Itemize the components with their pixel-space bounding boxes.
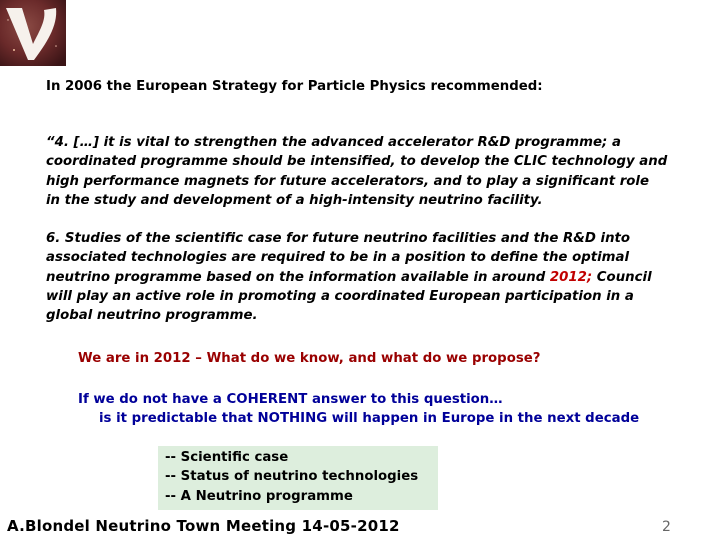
point6-line: associated technologies are required to be in a position to define the optimal [46, 250, 630, 266]
if-line: is it predictable that NOTHING will happen in Europe in the next decade [99, 411, 640, 427]
slide-number: 2 [662, 519, 671, 535]
greek-nu-logo-icon [0, 0, 66, 66]
point4-line: “4. […] it is vital to strengthen the advanced accelerator R&D programme; a [46, 135, 621, 150]
year-highlight: 2012; [549, 269, 593, 285]
bullet-list [165, 448, 418, 506]
bullet-item: -- Scientific case [165, 450, 289, 465]
bullet-item: -- Status of neutrino technologies [165, 469, 419, 485]
point6-line: global neutrino programme. [46, 308, 258, 324]
intro-heading: In 2006 the European Strategy for Particle Physics recommended: [46, 79, 543, 94]
point6-line3-start: neutrino programme based on the information available in around [46, 269, 550, 285]
point6-line3-end: Council [592, 269, 652, 285]
point4-line: high performance magnets for future accelerators, and to play a significant role [46, 173, 649, 189]
coherent-answer-question [78, 390, 639, 429]
strategy-point-6 [46, 229, 652, 325]
point6-line: 6. Studies of the scientific case for future neutrino facilities and the R&D into [46, 231, 631, 246]
point4-line: coordinated programme should be intensified, to develop the CLIC technology and [46, 154, 668, 170]
point4-line: in the study and development of a high-intensity neutrino facility. [46, 192, 543, 208]
bullet-item: -- A Neutrino programme [165, 488, 353, 504]
point6-line [46, 268, 652, 287]
point6-line: will play an active role in promoting a coordinated European participation in a [46, 288, 634, 304]
if-line: If we do not have a COHERENT answer to this question… [78, 392, 503, 407]
footer-author: A.Blondel Neutrino Town Meeting 14-05-2012 [7, 517, 400, 535]
strategy-point-4 [46, 133, 667, 210]
status-question: We are in 2012 – What do we know, and what do we propose? [78, 351, 541, 366]
